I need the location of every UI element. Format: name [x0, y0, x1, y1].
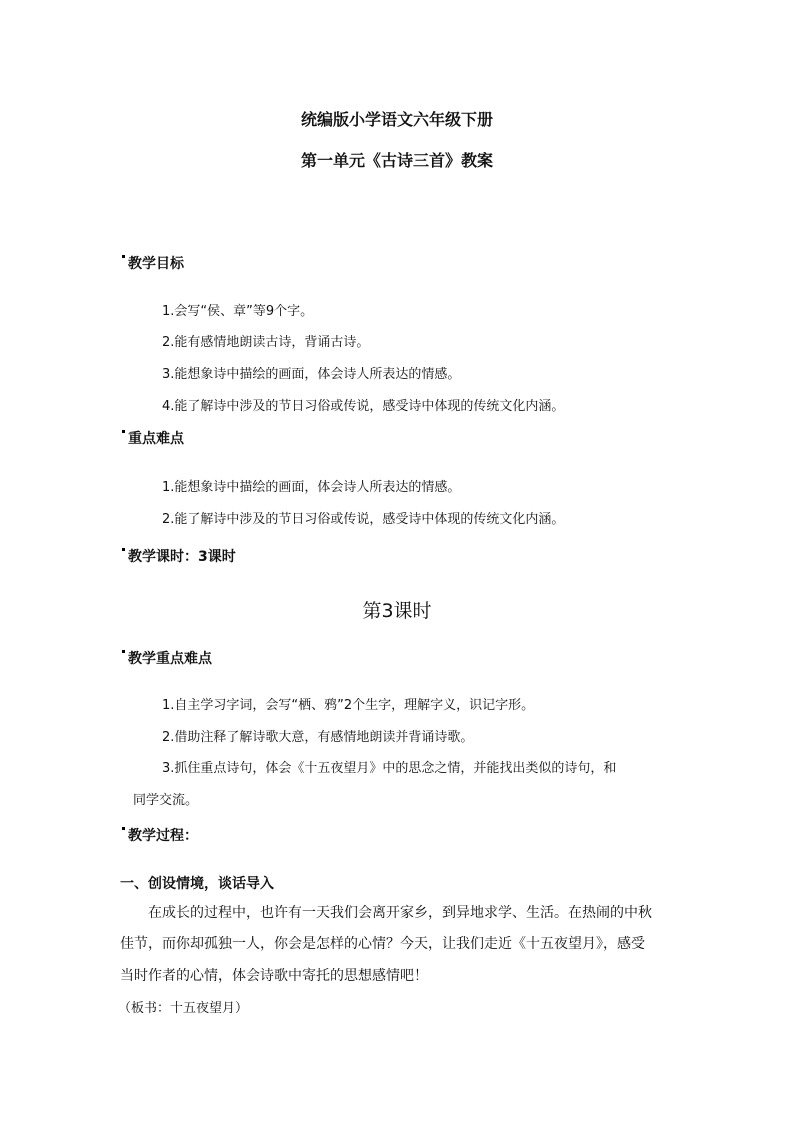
lesson-key-item: 3.抓住重点诗句，体会《十五夜望月》中的思念之情，并能找出类似的诗句，和: [162, 761, 617, 776]
section-heading-objectives: [122, 253, 184, 273]
bullet-icon: [122, 430, 125, 433]
lesson-key-item: 1.自主学习字词，会写“栖、鸦”2个生字，理解字义，识记字形。: [162, 698, 535, 713]
section-heading-label: 重点难点: [128, 431, 184, 447]
step-heading: 一、创设情境，谈话导入: [120, 876, 274, 892]
bullet-icon: [122, 827, 125, 830]
objective-item: 1.会写“侯、章”等9个字。: [162, 304, 314, 319]
section-heading-hours: [122, 546, 236, 566]
lesson-title: 第3课时: [362, 600, 432, 622]
objective-item: 2.能有感情地朗读古诗，背诵古诗。: [162, 335, 370, 350]
section-heading-key-difficult: [122, 428, 184, 448]
paragraph-line: 佳节，而你却孤独一人，你会是怎样的心情？今天，让我们走近《十五夜望月》，感受: [120, 936, 645, 952]
section-heading-label: 教学目标: [128, 256, 184, 272]
key-difficult-item: 1.能想象诗中描绘的画面，体会诗人所表达的情感。: [162, 480, 461, 495]
objective-item: 3.能想象诗中描绘的画面，体会诗人所表达的情感。: [162, 367, 461, 382]
paragraph-line: 当时作者的心情，体会诗歌中寄托的思想感情吧！: [120, 968, 428, 984]
section-heading-lesson-key: [122, 648, 212, 668]
bullet-icon: [122, 548, 125, 551]
lesson-key-item: 同学交流。: [133, 793, 199, 808]
document-subtitle: 第一单元《古诗三首》教案: [300, 151, 493, 170]
bullet-icon: [122, 255, 125, 258]
paragraph-line: 在成长的过程中，也许有一天我们会离开家乡，到异地求学、生活。在热闹的中秋: [148, 905, 652, 921]
board-note: （板书：十五夜望月）: [118, 1001, 249, 1016]
document-title: 统编版小学语文六年级下册: [300, 110, 493, 129]
section-heading-process: [122, 825, 198, 845]
section-heading-label: 教学重点难点: [128, 651, 212, 667]
lesson-key-item: 2.借助注释了解诗歌大意，有感情地朗读并背诵诗歌。: [162, 730, 474, 745]
objective-item: 4.能了解诗中涉及的节日习俗或传说，感受诗中体现的传统文化内涵。: [162, 399, 565, 414]
section-heading-label: 教学课时：3课时: [128, 549, 236, 565]
key-difficult-item: 2.能了解诗中涉及的节日习俗或传说，感受诗中体现的传统文化内涵。: [162, 512, 565, 527]
section-heading-label: 教学过程：: [128, 828, 198, 844]
bullet-icon: [122, 650, 125, 653]
